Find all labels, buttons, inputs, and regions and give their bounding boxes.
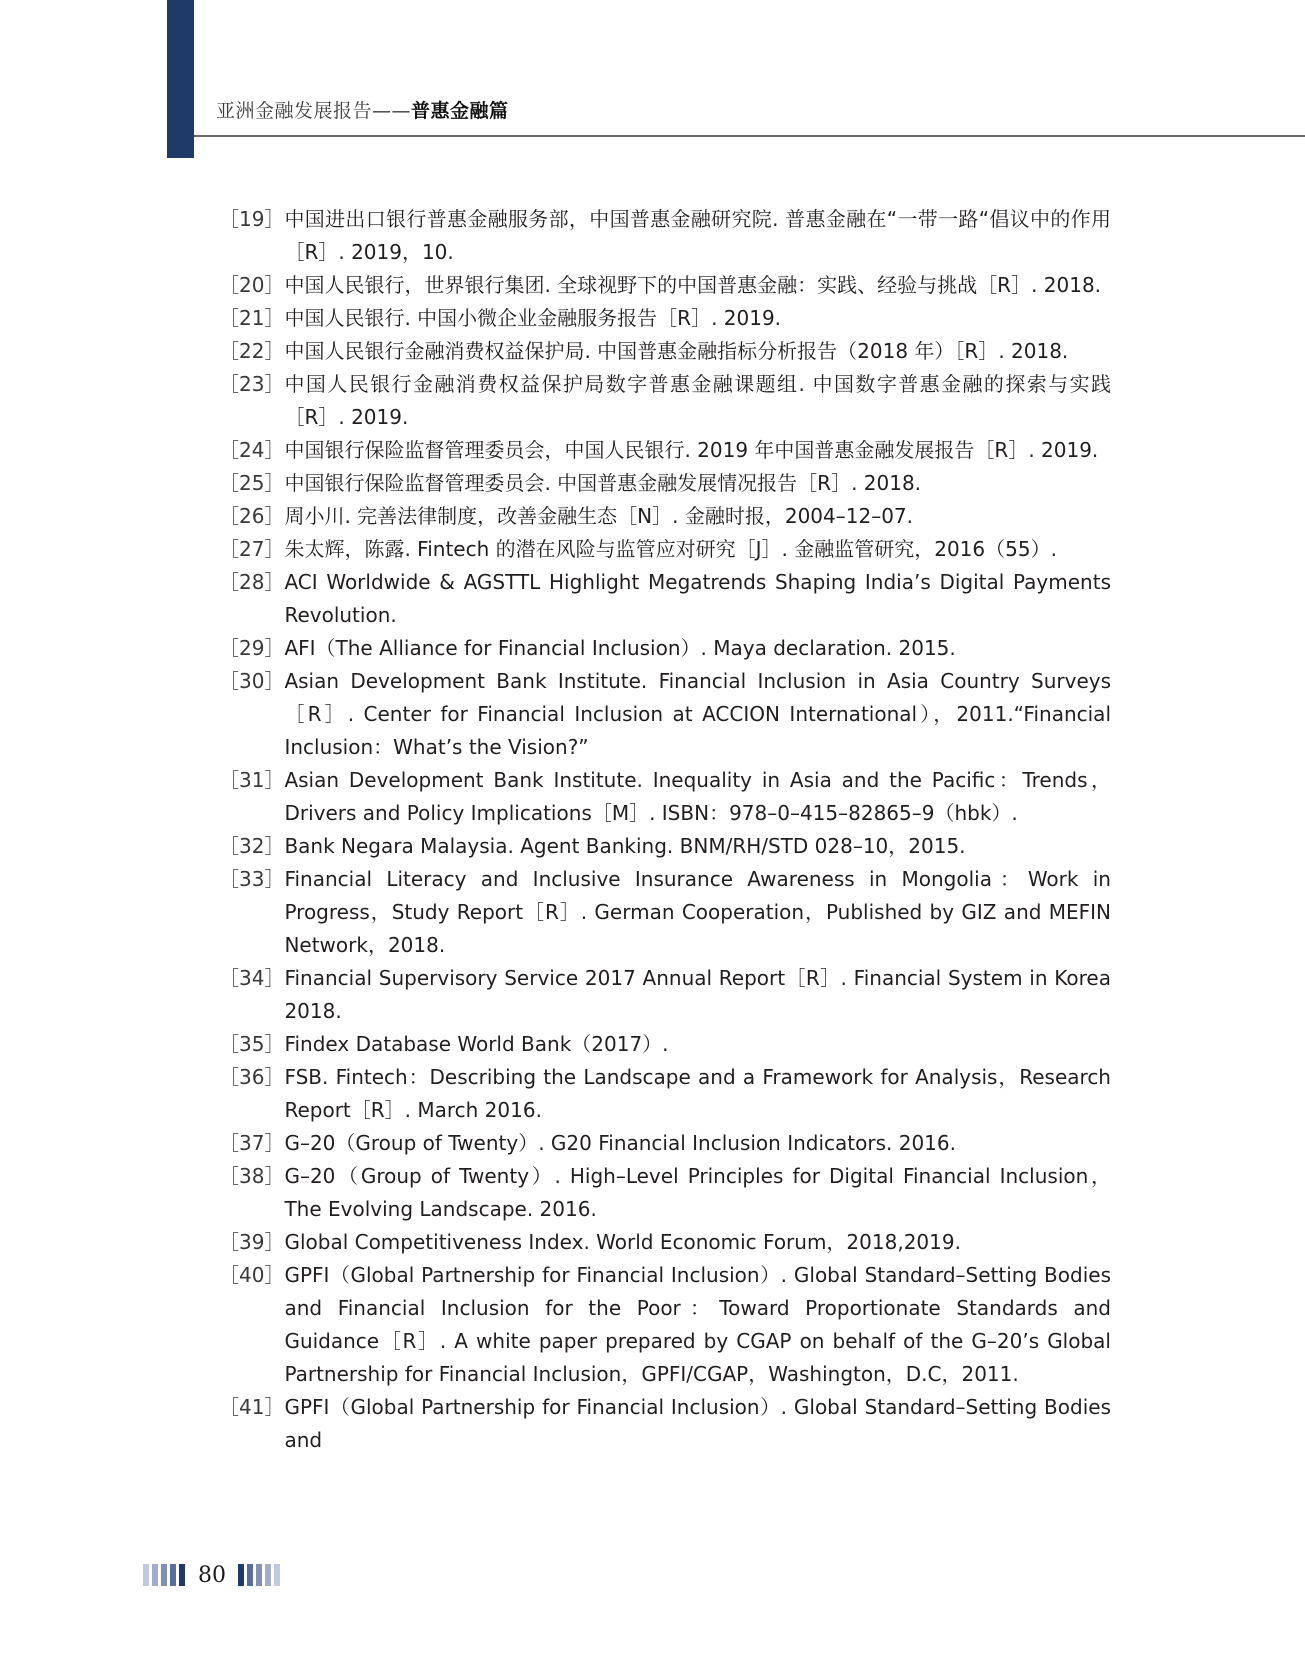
reference-item <box>219 1226 1111 1259</box>
header-title-regular: 亚洲金融发展报告—— <box>216 100 412 122</box>
reference-item <box>219 203 1111 269</box>
reference-text: 中国人民银行，世界银行集团. 全球视野下的中国普惠金融：实践、经验与挑战［R］. 2018. <box>284 273 1102 297</box>
reference-item <box>219 269 1111 302</box>
reference-item <box>219 632 1111 665</box>
reference-item <box>219 500 1111 533</box>
reference-item <box>219 566 1111 632</box>
footer-stripe <box>274 1564 280 1586</box>
footer-stripe <box>256 1564 262 1586</box>
reference-text: 中国进出口银行普惠金融服务部，中国普惠金融研究院. 普惠金融在“一带一路“倡议中的作用［R］. 2019，10. <box>284 207 1111 264</box>
reference-number: ［38］ <box>219 1164 285 1188</box>
reference-text: AFI（The Alliance for Financial Inclusion）. Maya declaration. 2015. <box>284 636 956 660</box>
footer-stripe <box>161 1564 167 1586</box>
reference-number: ［35］ <box>219 1032 285 1056</box>
reference-text: GPFI（Global Partnership for Financial Inclusion）. Global Standard–Setting Bodies and <box>284 1395 1111 1452</box>
reference-text: 中国银行保险监督管理委员会. 中国普惠金融发展情况报告［R］. 2018. <box>284 471 922 495</box>
reference-item <box>219 665 1111 764</box>
reference-number: ［28］ <box>219 570 285 594</box>
reference-list <box>219 203 1111 1457</box>
reference-item <box>219 368 1111 434</box>
reference-item <box>219 434 1111 467</box>
reference-number: ［34］ <box>219 966 285 990</box>
footer-stripe <box>247 1564 253 1586</box>
footer-stripe <box>152 1564 158 1586</box>
reference-number: ［24］ <box>219 438 285 462</box>
reference-number: ［29］ <box>219 636 285 660</box>
reference-text: 中国人民银行金融消费权益保护局. 中国普惠金融指标分析报告（2018 年）［R］. 2018. <box>284 339 1069 363</box>
reference-item <box>219 1391 1111 1457</box>
reference-number: ［39］ <box>219 1230 285 1254</box>
reference-item <box>219 1259 1111 1391</box>
reference-item <box>219 863 1111 962</box>
footer-stripes-left <box>143 1564 188 1586</box>
reference-number: ［22］ <box>219 339 285 363</box>
footer-stripe <box>143 1564 149 1586</box>
footer-stripes-right <box>238 1564 283 1586</box>
footer-stripe <box>265 1564 271 1586</box>
reference-number: ［30］ <box>219 669 285 693</box>
reference-text: Asian Development Bank Institute. Financial Inclusion in Asia Country Surveys［R］. Center for Financial Inclusion at ACCION International），2011.“Financial Inclusion：What’s the Vision?” <box>284 669 1111 759</box>
reference-item <box>219 467 1111 500</box>
reference-number: ［26］ <box>219 504 285 528</box>
reference-item <box>219 1061 1111 1127</box>
page-number: 80 <box>198 1562 226 1588</box>
reference-item <box>219 335 1111 368</box>
reference-number: ［27］ <box>219 537 285 561</box>
reference-text: Findex Database World Bank（2017）. <box>284 1032 669 1056</box>
reference-text: 周小川. 完善法律制度，改善金融生态［N］. 金融时报，2004–12–07. <box>284 504 913 528</box>
running-header <box>216 96 509 123</box>
header-rule <box>194 135 1305 137</box>
reference-text: 中国银行保险监督管理委员会，中国人民银行. 2019 年中国普惠金融发展报告［R］. 2019. <box>284 438 1099 462</box>
page-footer <box>143 1560 283 1590</box>
reference-text: 中国人民银行金融消费权益保护局数字普惠金融课题组. 中国数字普惠金融的探索与实践［R］. 2019. <box>284 372 1111 429</box>
reference-text: FSB. Fintech：Describing the Landscape and a Framework for Analysis，Research Report［R］. March 2016. <box>284 1065 1111 1122</box>
reference-text: Financial Supervisory Service 2017 Annual Report［R］. Financial System in Korea 2018. <box>284 966 1111 1023</box>
reference-text: GPFI（Global Partnership for Financial Inclusion）. Global Standard–Setting Bodies and Financial Inclusion for the Poor：Toward Proportionate Standards and Guidance［R］. A white paper prepared by CGAP on behalf of the G–20’s Global Partnership for Financial Inclusion，GPFI/CGAP，Washington，D.C，2011. <box>284 1263 1111 1386</box>
reference-text: G–20（Group of Twenty）. G20 Financial Inclusion Indicators. 2016. <box>284 1131 956 1155</box>
reference-number: ［36］ <box>219 1065 285 1089</box>
reference-item <box>219 533 1111 566</box>
reference-item <box>219 1160 1111 1226</box>
reference-text: G–20（Group of Twenty）. High–Level Principles for Digital Financial Inclusion，The Evolving Landscape. 2016. <box>284 1164 1111 1221</box>
reference-item <box>219 962 1111 1028</box>
header-title-bold: 普惠金融篇 <box>411 100 509 122</box>
reference-text: 朱太辉，陈露. Fintech 的潜在风险与监管应对研究［J］. 金融监管研究，2016（55）. <box>284 537 1057 561</box>
reference-number: ［23］ <box>219 372 285 396</box>
footer-stripe <box>238 1564 244 1586</box>
reference-text: Bank Negara Malaysia. Agent Banking. BNM/RH/STD 028–10，2015. <box>284 834 966 858</box>
reference-text: ACI Worldwide & AGSTTL Highlight Megatrends Shaping India’s Digital Payments Revolution. <box>284 570 1111 627</box>
reference-text: Financial Literacy and Inclusive Insurance Awareness in Mongolia：Work in Progress，Study Report［R］. German Cooperation，Published by GIZ and MEFIN Network，2018. <box>284 867 1111 957</box>
reference-item <box>219 302 1111 335</box>
reference-number: ［40］ <box>219 1263 285 1287</box>
reference-item <box>219 1028 1111 1061</box>
reference-text: Asian Development Bank Institute. Inequality in Asia and the Pacific：Trends，Drivers and Policy Implications［M］. ISBN：978–0–415–82865–9（hbk）. <box>284 768 1111 825</box>
reference-item <box>219 830 1111 863</box>
reference-text: Global Competitiveness Index. World Economic Forum，2018,2019. <box>284 1230 961 1254</box>
reference-number: ［41］ <box>219 1395 285 1419</box>
reference-number: ［20］ <box>219 273 285 297</box>
reference-number: ［37］ <box>219 1131 285 1155</box>
reference-number: ［31］ <box>219 768 285 792</box>
reference-number: ［25］ <box>219 471 285 495</box>
reference-number: ［32］ <box>219 834 285 858</box>
reference-number: ［19］ <box>219 207 285 231</box>
reference-number: ［21］ <box>219 306 285 330</box>
reference-item <box>219 1127 1111 1160</box>
footer-stripe <box>170 1564 176 1586</box>
reference-item <box>219 764 1111 830</box>
header-accent-bar <box>167 0 194 158</box>
reference-number: ［33］ <box>219 867 285 891</box>
footer-stripe <box>179 1564 185 1586</box>
reference-text: 中国人民银行. 中国小微企业金融服务报告［R］. 2019. <box>284 306 782 330</box>
